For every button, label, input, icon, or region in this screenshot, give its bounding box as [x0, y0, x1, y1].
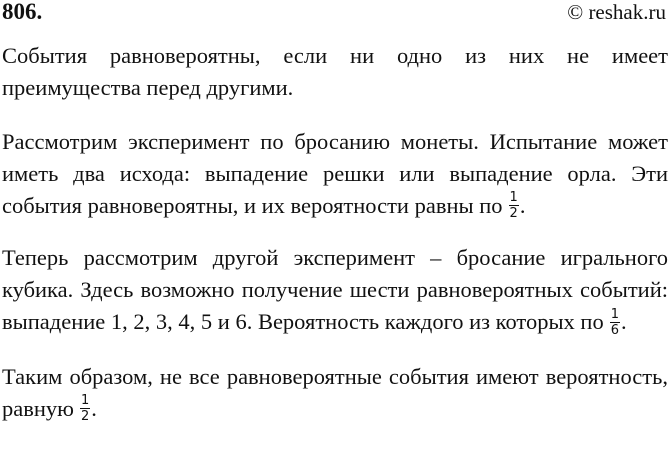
paragraph-text: Рассмотрим эксперимент по бросанию монеты. Испытание может иметь два исхода: выпадение решки или выпадение орла. Эти события равновероятны, и их вероятности равны по	[2, 129, 668, 218]
fraction-denominator: 2	[509, 206, 518, 222]
paragraph-conclusion	[2, 361, 668, 425]
page-header	[0, 0, 670, 30]
solution-text	[2, 40, 668, 447]
paragraph-text: Таким образом, не все равновероятные события имеют вероятность, равную	[2, 363, 668, 421]
paragraph-dice-experiment	[2, 242, 668, 338]
fraction-numerator: 1	[610, 306, 620, 322]
fraction	[610, 308, 620, 337]
task-number: 806.	[2, 0, 43, 24]
copyright-notice: © reshak.ru	[567, 0, 666, 24]
paragraph-coin-experiment	[2, 126, 668, 222]
fraction	[509, 191, 519, 220]
paragraph-definition	[2, 40, 668, 104]
fraction-denominator: 6	[610, 322, 620, 338]
fraction-denominator: 2	[80, 409, 90, 425]
fraction-numerator: 1	[80, 393, 90, 409]
paragraph-suffix: .	[91, 395, 97, 421]
paragraph-suffix: .	[519, 193, 526, 218]
fraction	[80, 394, 90, 423]
paragraph-suffix: .	[621, 309, 627, 335]
fraction-numerator: 1	[509, 190, 518, 206]
paragraph-text: Теперь рассмотрим другой эксперимент – бросание игрального кубика. Здесь возможно получение шести равновероятных событий: выпадение 1, 2, 3, 4, 5 и 6. Вероятность каждого из которых по	[2, 245, 668, 335]
paragraph-text: События равновероятны, если ни одно из них не имеет преимущества перед другими.	[2, 43, 668, 100]
